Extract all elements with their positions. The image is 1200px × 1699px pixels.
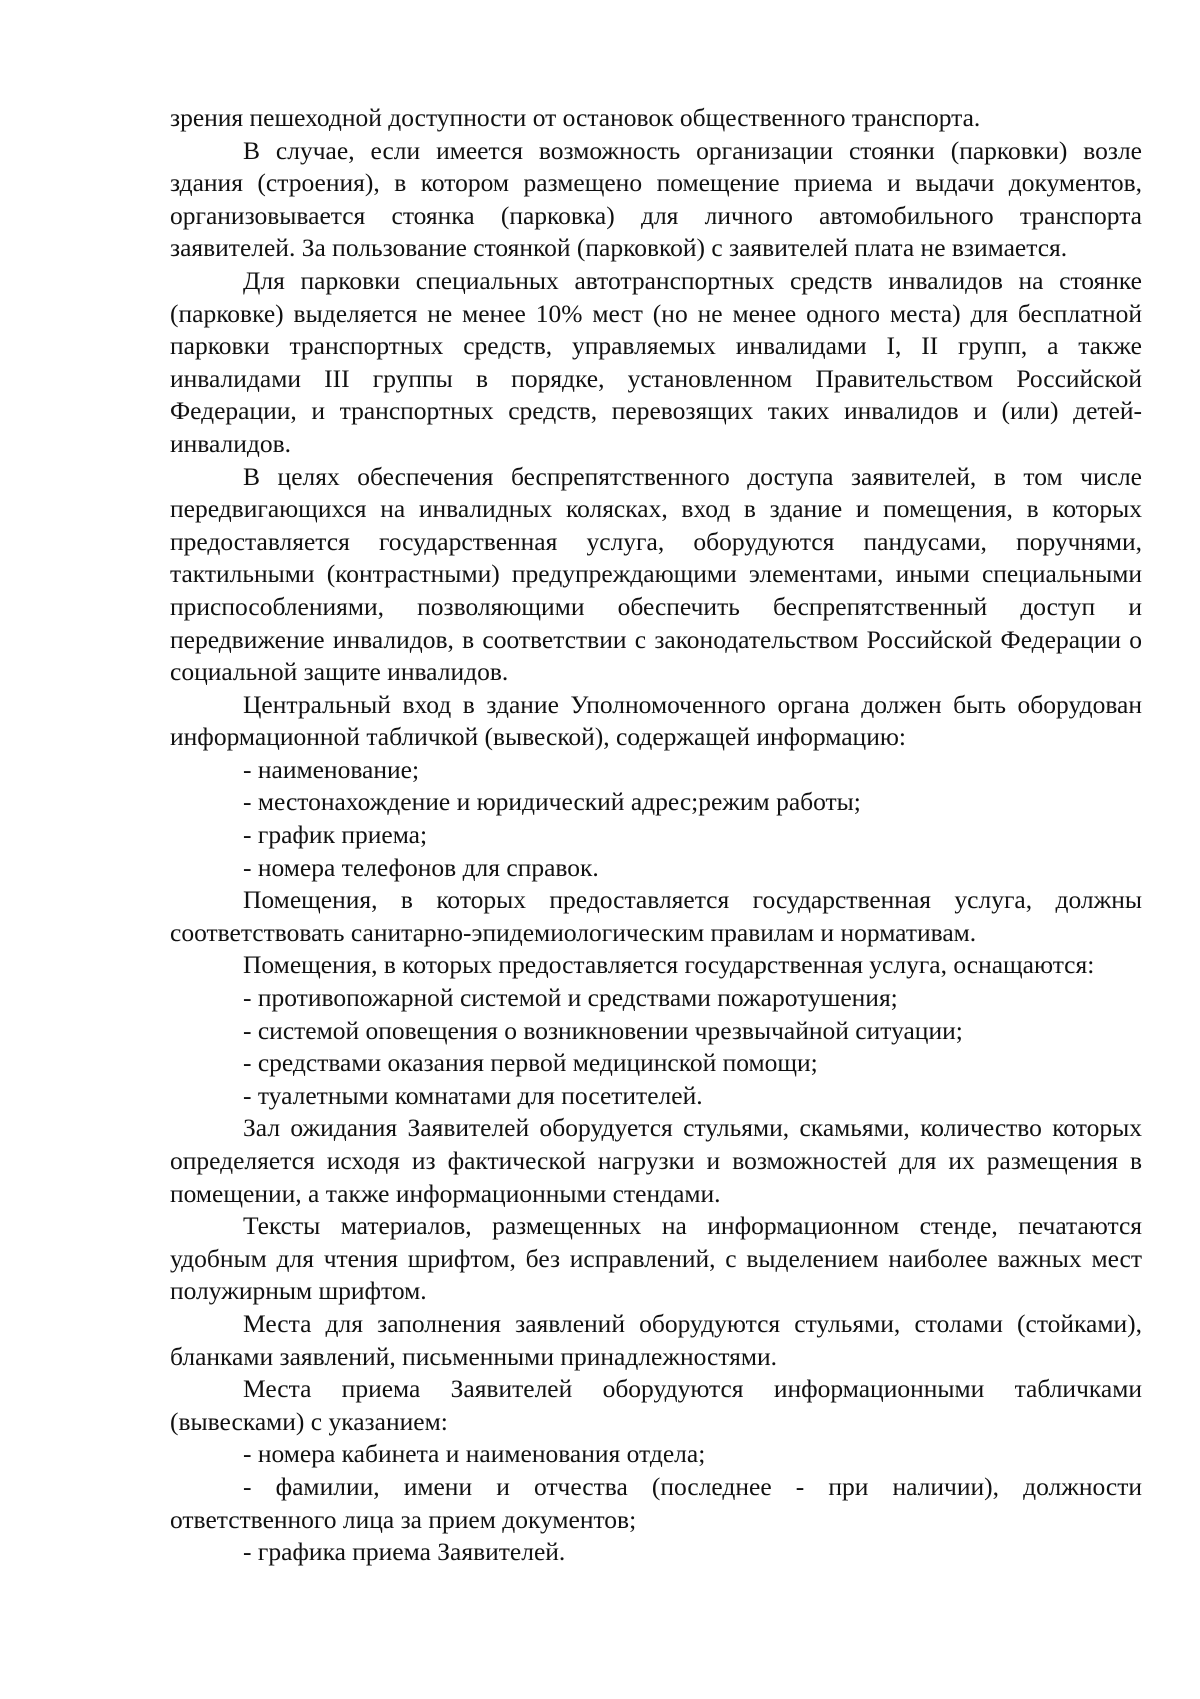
paragraph-sanitary-rules: Помещения, в которых предоставляется государственная услуга, должны соответствовать санитарно-эпидемиологическим правилам и нормативам.	[170, 885, 1142, 947]
list-item-fire-system: - противопожарной системой и средствами пожаротушения;	[243, 983, 898, 1013]
paragraph-application-places: Места для заполнения заявлений оборудуются стульями, столами (стойками), бланками заявлений, письменными принадлежностями.	[170, 1308, 1142, 1371]
paragraph-entrance-sign: Центральный вход в здание Уполномоченного органа должен быть оборудован информационной табличкой (вывеской), содержащей информацию:	[170, 689, 1142, 752]
list-item-alert-system: - системой оповещения о возникновении чрезвычайной ситуации;	[243, 1015, 963, 1045]
paragraph-stand-texts: Тексты материалов, размещенных на информационном стенде, печатаются удобным для чтения шрифтом, без исправлений, с выделением наиболее важных мест полужирным шрифтом.	[170, 1211, 1142, 1306]
list-item-schedule: - график приема;	[243, 820, 428, 850]
list-item-first-aid: - средствами оказания первой медицинской помощи;	[243, 1048, 818, 1078]
list-item-office-number: - номера кабинета и наименования отдела;	[243, 1439, 706, 1469]
paragraph-pedestrian-access: зрения пешеходной доступности от остановок общественного транспорта.	[170, 103, 981, 132]
paragraph-premises-equipment: Помещения, в которых предоставляется государственная услуга, оснащаются:	[243, 950, 1095, 980]
document-page	[170, 102, 1142, 1569]
list-item-toilets: - туалетными комнатами для посетителей.	[243, 1080, 703, 1110]
paragraph-waiting-hall: Зал ожидания Заявителей оборудуется стульями, скамьями, количество которых определяется исходя из фактической нагрузки и возможностей для их размещения в помещении, а также информационными стендами.	[170, 1113, 1142, 1208]
list-item-address: - местонахождение и юридический адрес;режим работы;	[243, 787, 861, 817]
paragraph-disabled-parking: Для парковки специальных автотранспортных средств инвалидов на стоянке (парковке) выделяется не менее 10% мест (но не менее одного места) для бесплатной парковки транспортных средств, управляемых инвалидами I, II групп, а также инвалидами III группы в порядке, установленном Правительством Российской Федерации, и транспортных средств, перевозящих таких инвалидов и (или) детей- инвалидов.	[170, 265, 1142, 458]
paragraph-parking: В случае, если имеется возможность организации стоянки (парковки) возле здания (строения), в котором размещено помещение приема и выдачи документов, организовывается стоянка (парковка) для личного автомобильного транспорта заявителей. За пользование стоянкой (парковкой) с заявителей плата не взимается.	[170, 135, 1142, 263]
paragraph-reception-places: Места приема Заявителей оборудуются информационными табличками (вывесками) с указанием:	[170, 1374, 1142, 1436]
list-item-name: - наименование;	[243, 754, 420, 784]
list-item-reception-schedule: - графика приема Заявителей.	[243, 1537, 566, 1567]
list-item-responsible-person: - фамилии, имени и отчества (последнее - при наличии), должности ответственного лица за прием документов;	[170, 1471, 1142, 1534]
paragraph-barrier-free-access: В целях обеспечения беспрепятственного доступа заявителей, в том числе передвигающихся на инвалидных колясках, вход в здание и помещения, в которых предоставляется государственная услуга, оборудуются пандусами, поручнями, тактильными (контрастными) предупреждающими элементами, иными специальными приспособлениями, позволяющими обеспечить беспрепятственный доступ и передвижение инвалидов, в соответствии с законодательством Российской Федерации о социальной защите инвалидов.	[170, 461, 1142, 687]
list-item-phones: - номера телефонов для справок.	[243, 852, 599, 882]
